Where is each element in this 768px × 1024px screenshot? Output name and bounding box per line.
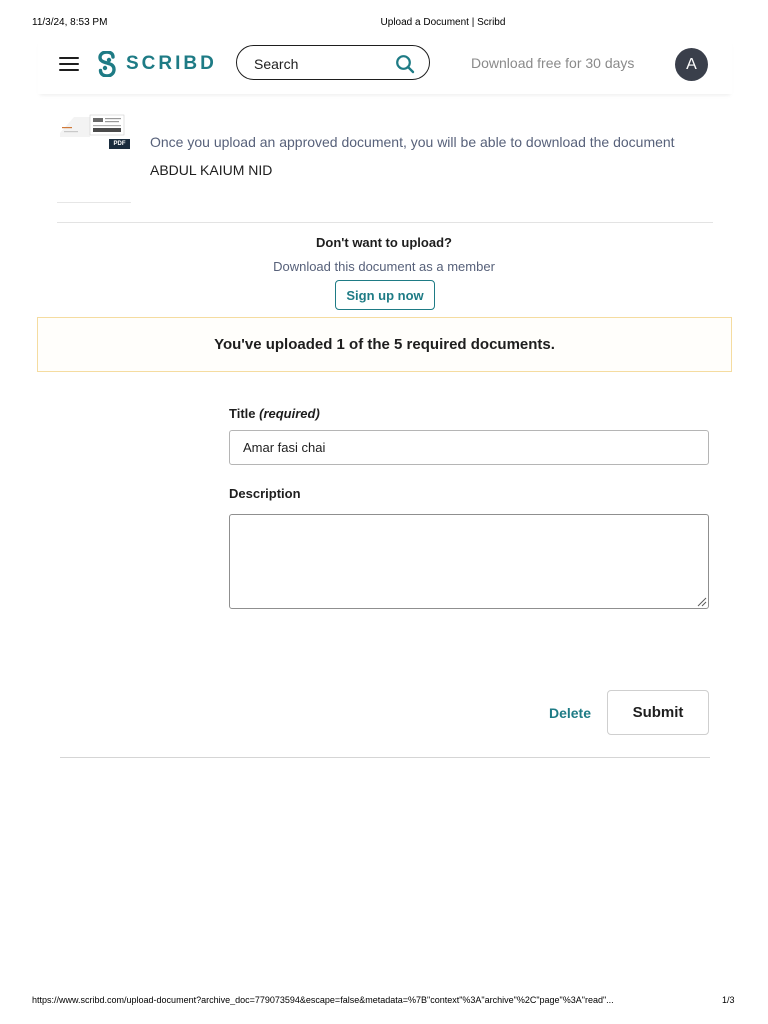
user-avatar[interactable]: A [675,48,708,81]
scribd-logo-icon [96,51,118,77]
divider [57,222,713,223]
print-url: https://www.scribd.com/upload-document?archive_doc=779073594&escape=false&metadata=%7B"context"%3A"archive"%2C"page"%3A"read"... [32,995,614,1005]
search-box[interactable] [236,45,430,80]
upload-progress-banner [37,317,732,372]
search-icon[interactable] [395,54,415,74]
logo-text: SCRIBD [126,53,217,74]
title-input[interactable] [229,430,709,465]
pdf-badge: PDF [109,139,130,149]
document-preview-image [60,113,126,141]
delete-button[interactable]: Delete [548,705,592,721]
document-name: ABDUL KAIUM NID [150,162,273,178]
scribd-logo[interactable] [96,50,217,78]
print-title: Upload a Document | Scribd [380,17,506,28]
document-thumbnail [57,110,131,203]
title-label [229,406,320,421]
print-date: 11/3/24, 8:53 PM [32,17,108,28]
search-input[interactable] [252,53,386,75]
description-label: Description [229,486,301,501]
upload-notice-text: Once you upload an approved document, you will be able to download the document [150,134,675,150]
title-label-text: Title [229,406,256,421]
resize-handle-icon[interactable] [697,597,707,607]
cta-heading: Don't want to upload? [316,235,452,250]
print-page-number: 1/3 [722,995,735,1005]
download-free-link[interactable]: Download free for 30 days [471,55,635,71]
cta-subtext: Download this document as a member [273,259,495,274]
sign-up-button[interactable]: Sign up now [335,280,435,310]
description-textarea[interactable] [229,514,709,609]
title-required-hint: (required) [259,406,320,421]
submit-button[interactable]: Submit [607,690,709,735]
divider [60,757,710,758]
hamburger-menu-icon[interactable] [59,54,81,74]
upload-progress-text: You've uploaded 1 of the 5 required documents. [214,336,555,353]
